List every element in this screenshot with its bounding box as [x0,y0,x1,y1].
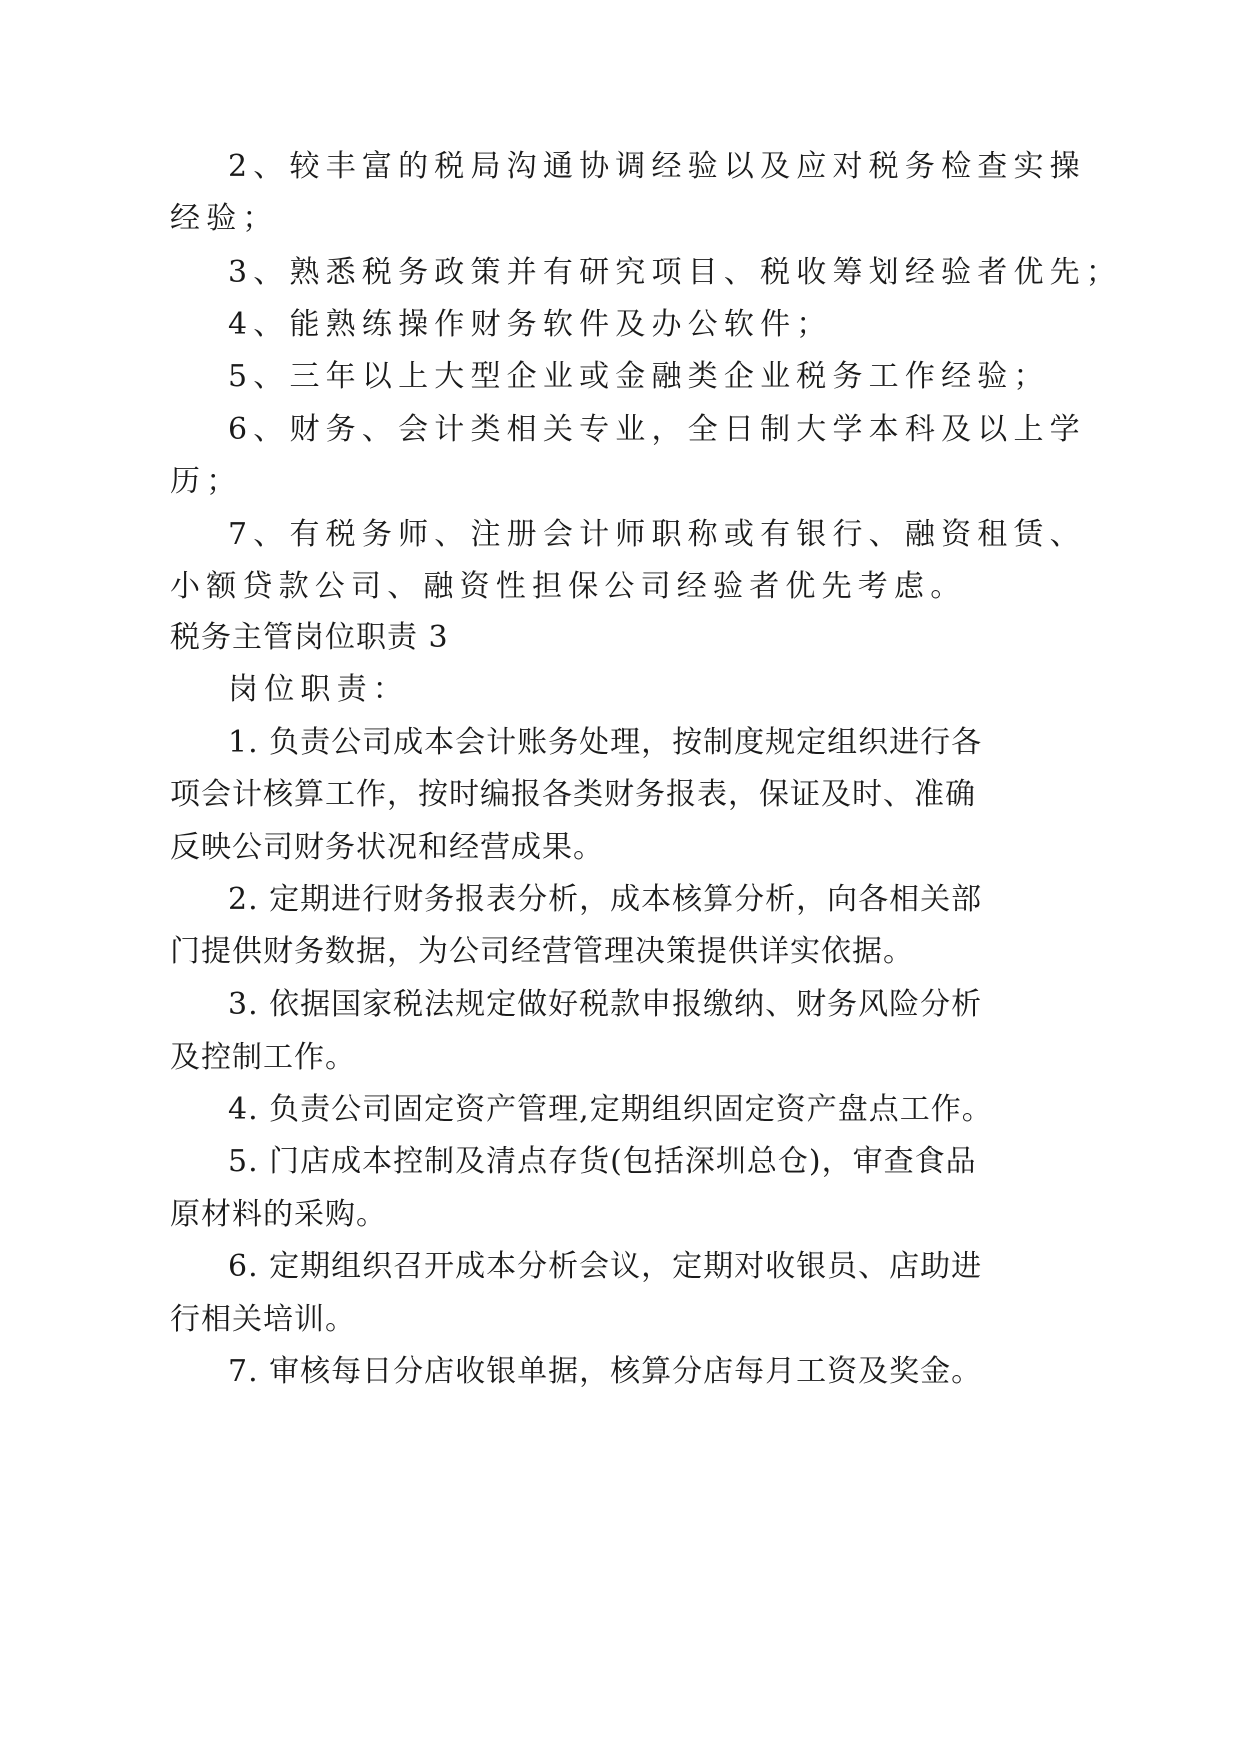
text-line: 6. 定期组织召开成本分析会议，定期对收银员、店助进 [228,1249,983,1284]
text-line: 2. 定期进行财务报表分析，成本核算分析，向各相关部 [228,882,983,917]
text-line: 反映公司财务状况和经营成果。 [170,830,604,865]
text-line: 3、熟悉税务政策并有研究项目、税收筹划经验者优先； [228,255,1123,290]
text-line: 门提供财务数据，为公司经营管理决策提供详实依据。 [170,934,914,969]
text-line: 1. 负责公司成本会计账务处理，按制度规定组织进行各 [228,725,983,760]
sub-heading: 岗位职责： [228,672,409,707]
text-line: 3. 依据国家税法规定做好税款申报缴纳、财务风险分析 [228,987,983,1022]
text-line: 7. 审核每日分店收银单据，核算分店每月工资及奖金。 [228,1354,983,1389]
text-line: 4、能熟练操作财务软件及办公软件； [228,307,833,342]
text-line: 经验； [170,201,279,236]
text-line: 5、三年以上大型企业或金融类企业税务工作经验； [228,359,1050,394]
text-line: 项会计核算工作，按时编报各类财务报表，保证及时、准确 [170,777,976,812]
text-line: 2、较丰富的税局沟通协调经验以及应对税务检查实操 [228,149,1086,184]
text-line: 6、财务、会计类相关专业，全日制大学本科及以上学 [228,412,1086,447]
text-line: 原材料的采购。 [170,1197,387,1232]
text-line: 小额贷款公司、融资性担保公司经验者优先考虑。 [170,569,967,604]
text-line: 7、有税务师、注册会计师职称或有银行、融资租赁、 [228,517,1086,552]
text-line: 行相关培训。 [170,1302,356,1337]
text-line: 4. 负责公司固定资产管理,定期组织固定资产盘点工作。 [228,1092,993,1127]
text-line: 及控制工作。 [170,1040,356,1075]
text-line: 5. 门店成本控制及清点存货(包括深圳总仓)，审查食品 [228,1144,977,1179]
section-heading: 税务主管岗位职责 3 [170,620,449,655]
text-line: 历； [170,464,243,499]
